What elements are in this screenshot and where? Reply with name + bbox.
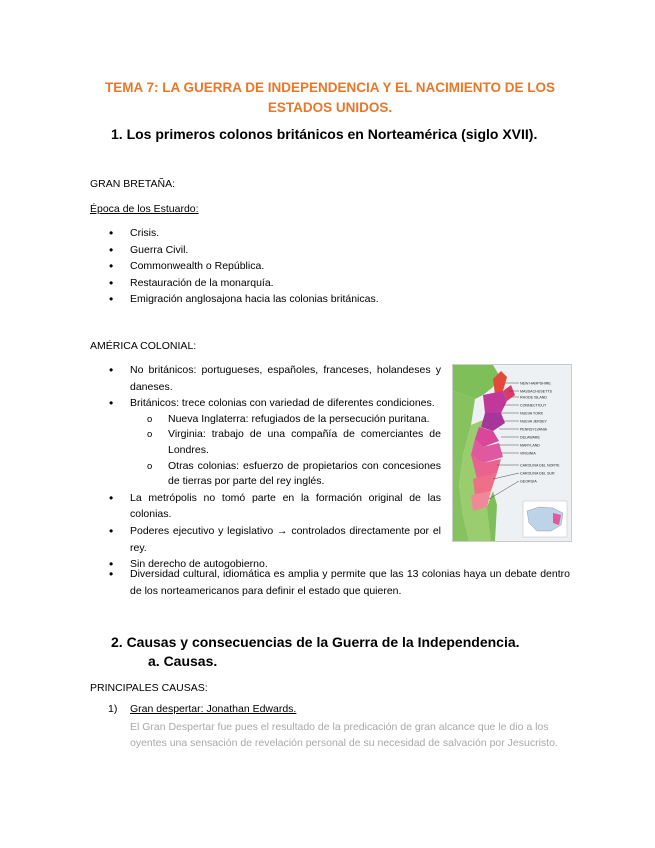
map-label: DELAWARE — [520, 435, 540, 440]
sublist-item: o Virginia: trabajo de una compañía de comerciantes de Londres. — [130, 427, 441, 458]
document-title — [90, 78, 570, 118]
america-list-continued — [90, 566, 570, 599]
list-item-text: Británicos: trece colonias con variedad de diferentes condiciones. — [130, 397, 435, 410]
map-label: VIRGINIA — [520, 451, 536, 456]
list-item — [90, 395, 441, 490]
thirteen-colonies-map — [452, 364, 572, 542]
america-colonial-label: AMÉRICA COLONIAL: — [90, 340, 197, 352]
title-line-1: TEMA 7: LA GUERRA DE INDEPENDENCIA Y EL NACIMIENTO DE LOS — [104, 80, 556, 95]
map-label: CONNECTICUT — [520, 403, 547, 408]
cause-number: 1) — [108, 703, 118, 715]
gran-bretana-label: GRAN BRETAÑA: — [90, 178, 175, 190]
colonies-map-image — [453, 365, 571, 541]
list-item: • La metrópolis no tomó parte en la formación original de las colonias. — [90, 490, 441, 523]
estuardo-list — [90, 225, 450, 308]
map-label: RHODE ISLAND — [520, 395, 547, 400]
cause-title: Gran despertar: Jonathan Edwards. — [130, 703, 297, 715]
sublist — [130, 412, 441, 490]
section-1-heading: 1. Los primeros colonos británicos en Norteamérica (siglo XVII). — [111, 126, 538, 142]
list-item: • Crisis. — [90, 225, 450, 242]
list-item: • Sin derecho de autogobierno. — [90, 556, 441, 573]
america-list — [90, 362, 441, 573]
list-item: • Poderes ejecutivo y legislativo → controlados directamente por el rey. — [90, 523, 441, 556]
estuardo-label: Época de los Estuardo: — [90, 203, 199, 215]
list-item: • Emigración anglosajona hacia las colonias británicas. — [90, 291, 450, 308]
map-label: MASSACHUSETTS — [520, 389, 552, 394]
title-line-2: ESTADOS UNIDOS. — [267, 100, 393, 115]
map-label: NUEVA JERSEY — [520, 419, 547, 424]
list-item: • No británicos: portugueses, españoles, franceses, holandeses y daneses. — [90, 362, 441, 395]
map-label: CAROLINA DEL SUR — [520, 471, 555, 476]
cause-description: El Gran Despertar fue pues el resultado de la predicación de gran alcance que le dio a los oyentes una sensación de revelación personal de su necesidad de salvación por Jesucristo. — [130, 721, 558, 749]
sublist-item: o Nueva Inglaterra: refugiados de la persecución puritana. — [130, 412, 441, 428]
principales-causas-label: PRINCIPALES CAUSAS: — [90, 682, 208, 694]
map-label: NEW HAMPSHIRE — [520, 381, 551, 386]
section-2-heading: 2. Causas y consecuencias de la Guerra de la Independencia. — [111, 634, 520, 650]
map-label: CAROLINA DEL NORTE — [520, 463, 560, 468]
map-label: GEORGIA — [520, 479, 537, 484]
list-item: • Commonwealth o República. — [90, 258, 450, 275]
map-label: MARYLAND — [520, 443, 540, 448]
map-label: NUEVA YORK — [520, 411, 544, 416]
list-item: • Diversidad cultural, idiomática es amplia y permite que las 13 colonias haya un debate dentro de los norteamericanos para definir el estado que quieren. — [90, 566, 570, 599]
list-item: • Restauración de la monarquía. — [90, 275, 450, 292]
section-2a-heading: a. Causas. — [148, 653, 218, 669]
sublist-item: o Otras colonias: esfuerzo de propietarios con concesiones de tierras por parte del rey inglés. — [130, 459, 441, 490]
list-item: • Guerra Civil. — [90, 242, 450, 259]
map-label: PENNSYLVANIA — [520, 427, 548, 432]
